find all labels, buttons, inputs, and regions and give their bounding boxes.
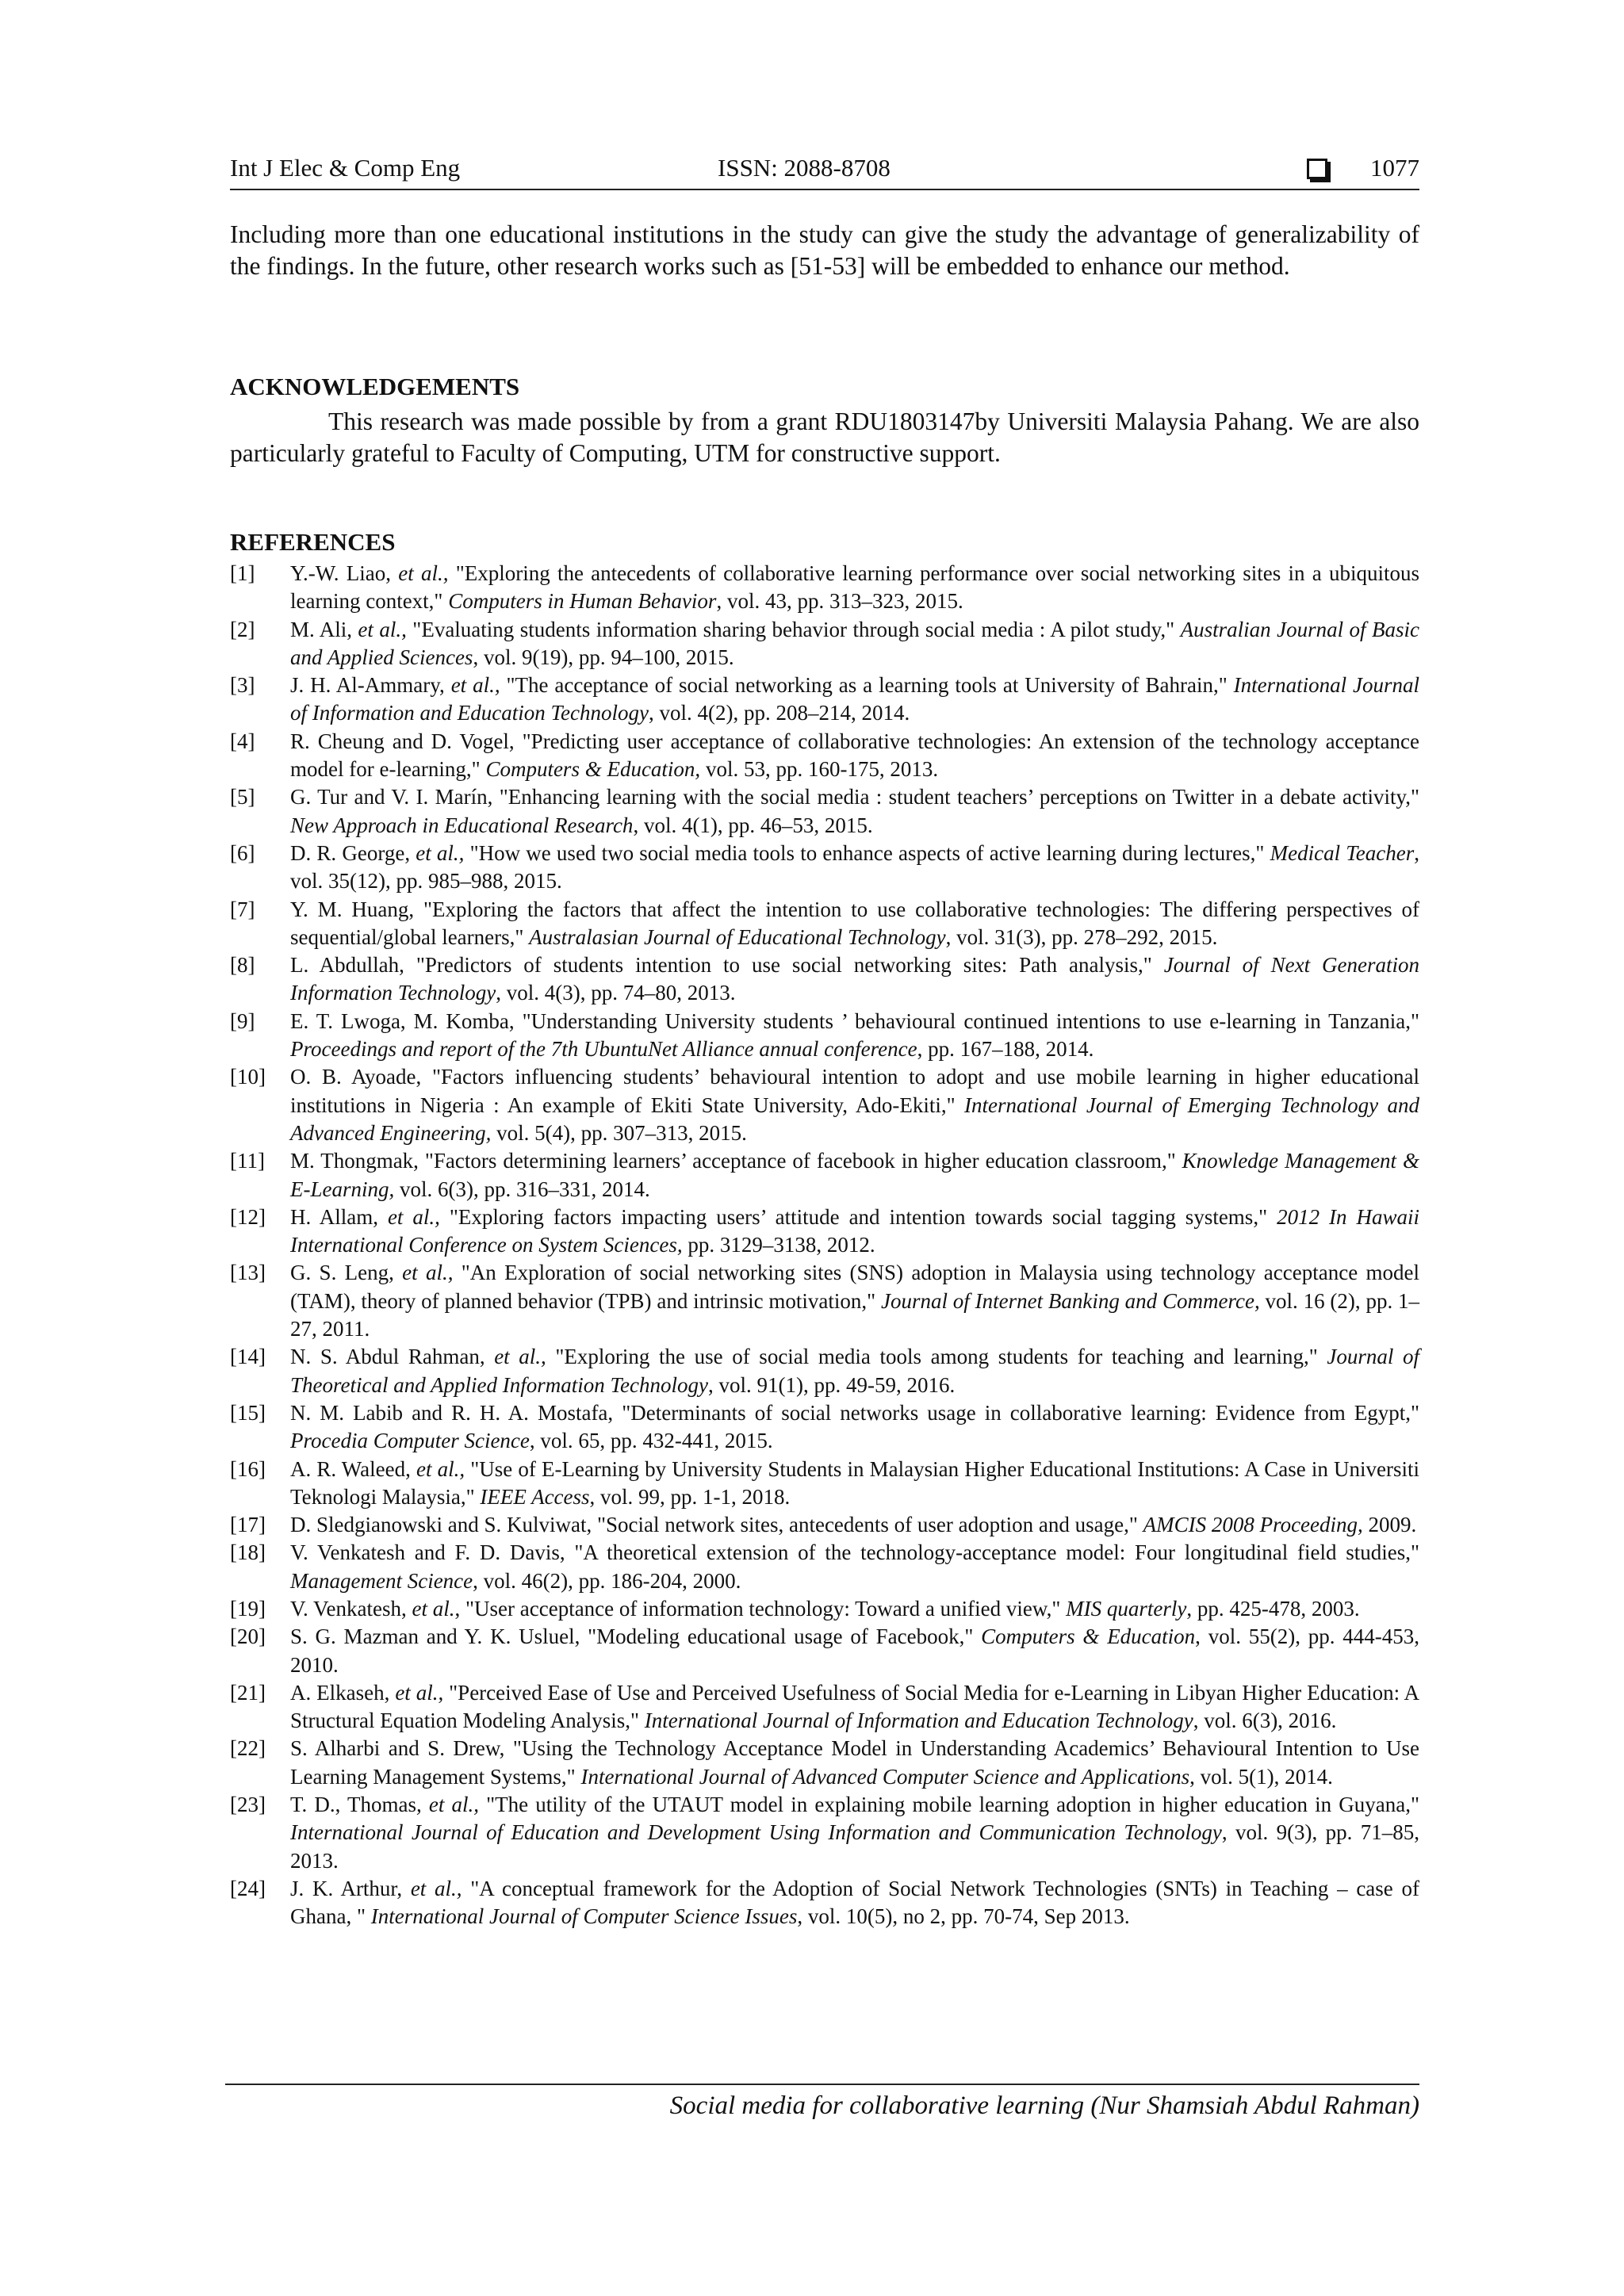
reference-title: "The acceptance of social networking as a learning tools at University of Bahrain," <box>500 673 1234 698</box>
reference-venue: Australian Journal of Basic and Applied Sciences <box>290 617 1419 669</box>
reference-number: [17] <box>230 1513 266 1537</box>
reference-authors: A. R. Waleed, <box>290 1456 416 1481</box>
reference-etal: et al., <box>494 1345 546 1369</box>
reference-title: "A conceptual framework for the Adoption of Social Network Technologies (SNTs) in Teaching – case of Ghana, " <box>290 1876 1419 1929</box>
reference-title: "Evaluating students information sharing behavior through social media : A pilot study," <box>406 617 1181 641</box>
reference-authors: T. D., Thomas <box>290 1793 416 1817</box>
reference-authors: J. H. Al-Ammary, <box>290 673 451 698</box>
reference-title: "Factors influencing students’ behavioural intention to adopt and use mobile learning in higher educational institutions in Nigeria : An example of Ekiti State University, Ado-Ekiti," <box>290 1065 1419 1117</box>
reference-authors: S. Alharbi and S. Drew, <box>290 1736 513 1761</box>
reference-authors: L. Abdullah, <box>290 953 416 978</box>
reference-title: "Predicting user acceptance of collaborative technologies: An extension of the technology acceptance model for e-learning," <box>290 729 1420 782</box>
reference-etal: et al., <box>450 673 500 698</box>
reference-venue: IEEE Access <box>480 1484 590 1509</box>
reference-number: [9] <box>230 1008 255 1033</box>
reference-venue: Proceedings and report of the 7th UbuntuNet Alliance annual conference <box>290 1037 917 1062</box>
reference-venue: International Journal of Education and Development Using Information and Communication Technology <box>290 1820 1222 1845</box>
reference-number: [11] <box>230 1149 265 1173</box>
reference-list <box>230 560 1419 1931</box>
reference-authors: S. G. Mazman and Y. K. Usluel, <box>290 1624 588 1649</box>
reference-details: , pp. 425-478, 2003. <box>1186 1596 1360 1621</box>
reference-number: [14] <box>230 1345 266 1369</box>
reference-number: [3] <box>230 673 255 698</box>
reference-title: "An Exploration of social networking sites (SNS) adoption in Malaysia using technology acceptance model (TAM), theory of planned behavior (TPB) and intrinsic motivation," <box>290 1261 1419 1313</box>
reference-venue: Computers & Education, <box>485 757 701 782</box>
reference-details: vol. 16 (2), pp. 1–27, 2011. <box>290 1288 1420 1341</box>
reference-details: , vol. 35(12), pp. 985–988, 2015. <box>290 840 1420 894</box>
reference-title: "Exploring the antecedents of collaborative learning performance over social networking sites in a ubiquitous learning context," <box>290 561 1419 614</box>
reference-authors: E. T. Lwoga, M. Komba, <box>290 1008 523 1033</box>
reference-venue: International Journal of Information and Education Technology <box>290 673 1420 725</box>
reference-details: vol. 5(4), pp. 307–313, 2015. <box>491 1120 747 1145</box>
reference-venue: AMCIS 2008 Proceeding, <box>1143 1513 1363 1537</box>
reference-item <box>230 1063 1419 1147</box>
reference-details: , vol. 55(2), pp. 444-453, 2010. <box>290 1624 1419 1677</box>
reference-item <box>230 1259 1419 1343</box>
reference-title: "Understanding University students ’ behavioural continued intentions to use e-learning in Tanzania," <box>522 1008 1419 1033</box>
reference-title: "Factors determining learners’ acceptance of facebook in higher education classroom," <box>424 1149 1182 1173</box>
reference-item <box>230 728 1419 784</box>
reference-authors: J. K. Arthur, <box>290 1876 411 1900</box>
reference-number: [22] <box>230 1736 266 1761</box>
reference-item <box>230 1008 1419 1064</box>
reference-item <box>230 1623 1419 1679</box>
reference-number: [20] <box>230 1624 266 1649</box>
reference-number: [5] <box>230 785 255 809</box>
page-number: 1077 <box>1370 154 1419 182</box>
running-footer <box>225 2084 1419 2120</box>
reference-etal: et al., <box>416 1456 465 1481</box>
reference-etal: et al., <box>398 561 449 585</box>
reference-authors: H. Allam, <box>290 1204 388 1229</box>
reference-authors: G. Tur and V. I. Marín, <box>290 785 500 809</box>
issn: ISSN: 2088-8708 <box>718 154 891 182</box>
reference-item <box>230 1399 1419 1456</box>
reference-authors: A. Elkaseh, <box>290 1680 396 1705</box>
reference-item <box>230 1791 1419 1875</box>
reference-item <box>230 1511 1419 1539</box>
reference-title: "Social network sites, antecedents of user adoption and usage," <box>596 1513 1143 1537</box>
reference-authors: M. Ali, <box>290 617 358 641</box>
running-header <box>230 154 1419 190</box>
reference-number: [2] <box>230 617 255 641</box>
reference-number: [15] <box>230 1400 266 1425</box>
checkbox-square-icon <box>1307 159 1327 179</box>
reference-number: [10] <box>230 1065 266 1089</box>
reference-item <box>230 1735 1419 1791</box>
reference-title: "Use of E-Learning by University Students in Malaysian Higher Educational Institutions: A Case in Universiti Teknologi Malaysia," <box>290 1456 1419 1509</box>
reference-number: [24] <box>230 1876 266 1900</box>
reference-authors: D. R. George, <box>290 840 416 865</box>
reference-details: , vol. 5(1), 2014. <box>1189 1764 1333 1789</box>
reference-authors: O. B. Ayoade, <box>290 1065 433 1089</box>
reference-authors: Y. M. Huang, <box>290 897 424 921</box>
reference-item <box>230 616 1419 672</box>
reference-venue: International Journal of Emerging Technology and Advanced Engineering, <box>290 1093 1419 1145</box>
reference-title: "Modeling educational usage of Facebook," <box>588 1624 982 1649</box>
reference-etal: et al., <box>358 617 407 641</box>
reference-details: , vol. 9(19), pp. 94–100, 2015. <box>473 645 734 669</box>
reference-details: , vol. 99, pp. 1-1, 2018. <box>589 1484 791 1509</box>
reference-title: "Exploring the use of social media tools among students for teaching and learning," <box>546 1345 1327 1369</box>
reference-etal: et al., <box>402 1261 454 1285</box>
reference-authors: V. Venkatesh, <box>290 1596 412 1621</box>
reference-item <box>230 1679 1419 1735</box>
reference-venue: Computers & Education <box>981 1624 1196 1649</box>
reference-item <box>230 1203 1419 1260</box>
reference-title: "Perceived Ease of Use and Perceived Usefulness of Social Media for e-Learning in Libyan Higher Education: A Structural Equation Modeling Analysis," <box>290 1680 1419 1733</box>
reference-number: [6] <box>230 840 255 865</box>
reference-details: vol. 53, pp. 160-175, 2013. <box>700 757 939 782</box>
journal-name: Int J Elec & Comp Eng <box>230 154 461 182</box>
reference-number: [21] <box>230 1680 266 1705</box>
reference-authors: N. M. Labib and R. H. A. Mostafa, <box>290 1400 622 1425</box>
reference-item <box>230 672 1419 728</box>
reference-authors: G. S. Leng, <box>290 1261 403 1285</box>
reference-details: , vol. 6(3), 2016. <box>1193 1709 1337 1733</box>
reference-item <box>230 1147 1419 1203</box>
reference-details: vol. 6(3), pp. 316–331, 2014. <box>394 1177 650 1201</box>
reference-venue: International Journal of Advanced Computer Science and Applications <box>580 1764 1190 1789</box>
reference-item <box>230 1456 1419 1512</box>
reference-details: pp. 3129–3138, 2012. <box>682 1233 875 1257</box>
reference-details: , vol. 43, pp. 313–323, 2015. <box>716 589 963 614</box>
reference-number: [23] <box>230 1793 266 1817</box>
intro-paragraph: Including more than one educational institutions in the study can give the study the advantage of generalizability of the findings. In the future, other research works such as [51-53] will be embedded to enhance our method. <box>230 220 1419 280</box>
reference-authors: D. Sledgianowski and S. Kulviwat, <box>290 1513 597 1537</box>
reference-authors: N. S. Abdul Rahman, <box>290 1345 495 1369</box>
reference-details: , vol. 4(2), pp. 208–214, 2014. <box>648 701 910 725</box>
reference-details: 2009. <box>1362 1513 1417 1537</box>
reference-title: "Enhancing learning with the social media : student teachers’ perceptions on Twitter in a debate activity," <box>499 785 1419 809</box>
reference-title: "Exploring factors impacting users’ attitude and intention towards social tagging systems," <box>439 1204 1277 1229</box>
reference-authors: R. Cheung and D. Vogel, <box>290 729 523 753</box>
reference-item <box>230 1343 1419 1399</box>
reference-title: , "User acceptance of information technology: Toward a unified view," <box>454 1596 1067 1621</box>
reference-item <box>230 1539 1419 1595</box>
reference-number: [12] <box>230 1204 266 1229</box>
reference-title: "Predictors of students intention to use social networking sites: Path analysis," <box>416 953 1164 978</box>
reference-venue: Management Science <box>290 1568 473 1593</box>
reference-venue: Procedia Computer Science <box>290 1429 530 1453</box>
reference-item <box>230 560 1419 616</box>
reference-details: , vol. 9(3), pp. 71–85, 2013. <box>290 1820 1419 1873</box>
reference-number: [19] <box>230 1596 266 1621</box>
reference-venue: Knowledge Management & E-Learning, <box>290 1149 1419 1201</box>
reference-etal: , et al., <box>416 1793 479 1817</box>
reference-title: "Using the Technology Acceptance Model in Understanding Academics’ Behavioural Intention to Use Learning Management Systems," <box>290 1736 1419 1789</box>
reference-title: "A theoretical extension of the technology-acceptance model: Four longitudinal field studies," <box>574 1540 1419 1565</box>
reference-venue: International Journal of Information and Education Technology <box>644 1709 1193 1733</box>
reference-item <box>230 840 1419 896</box>
reference-details: , vol. 65, pp. 432-441, 2015. <box>529 1429 773 1453</box>
reference-venue: New Approach in Educational Research <box>290 813 634 837</box>
reference-etal: et al., <box>416 840 465 865</box>
reference-venue: Medical Teacher <box>1270 840 1415 865</box>
reference-item <box>230 896 1419 952</box>
footer-title: Social media for collaborative learning (Nur Shamsiah Abdul Rahman) <box>669 2091 1419 2120</box>
reference-item <box>230 1875 1419 1931</box>
reference-details: , vol. 31(3), pp. 278–292, 2015. <box>945 924 1218 949</box>
reference-venue: Journal of Theoretical and Applied Information Technology <box>290 1345 1419 1397</box>
reference-venue: Australasian Journal of Educational Technology <box>529 924 946 949</box>
reference-etal: et al., <box>395 1680 444 1705</box>
reference-details: , vol. 10(5), no 2, pp. 70-74, Sep 2013. <box>797 1904 1130 1929</box>
reference-venue: Journal of Internet Banking and Commerce, <box>881 1288 1260 1313</box>
reference-venue: Computers in Human Behavior <box>448 589 717 614</box>
reference-details: , vol. 91(1), pp. 49-59, 2016. <box>707 1372 956 1397</box>
reference-venue: International Journal of Computer Science Issues <box>370 1904 798 1929</box>
reference-details: , pp. 167–188, 2014. <box>917 1037 1094 1062</box>
reference-title: "Determinants of social networks usage in collaborative learning: Evidence from Egypt," <box>622 1400 1419 1425</box>
references-heading: REFERENCES <box>230 528 396 556</box>
acknowledgements-heading: ACKNOWLEDGEMENTS <box>230 373 520 400</box>
reference-etal: et al., <box>410 1876 462 1900</box>
acknowledgements-text: This research was made possible by from a grant RDU1803147by Universiti Malaysia Pahang. We are also particularly grateful to Faculty of Computing, UTM for constructive support. <box>230 408 1419 467</box>
reference-title: "Exploring the factors that affect the intention to use collaborative technologies: The differing perspectives of sequential/global learners," <box>290 897 1419 949</box>
reference-authors: Y.-W. Liao, <box>290 561 399 585</box>
reference-authors: V. Venkatesh and F. D. Davis, <box>290 1540 575 1565</box>
reference-number: [18] <box>230 1540 266 1565</box>
reference-title: "How we used two social media tools to enhance aspects of active learning during lectures," <box>464 840 1270 865</box>
reference-details: , vol. 4(3), pp. 74–80, 2013. <box>496 981 736 1005</box>
reference-number: [13] <box>230 1261 266 1285</box>
reference-item <box>230 951 1419 1008</box>
reference-venue: 2012 In Hawaii International Conference on System Sciences, <box>290 1204 1419 1257</box>
reference-etal: et al. <box>412 1596 455 1621</box>
reference-number: [4] <box>230 729 255 753</box>
reference-etal: et al., <box>387 1204 440 1229</box>
reference-title: "The utility of the UTAUT model in explaining mobile learning adoption in higher education in Guyana," <box>479 1793 1419 1817</box>
reference-venue: MIS quarterly <box>1066 1596 1187 1621</box>
reference-details: , vol. 46(2), pp. 186-204, 2000. <box>473 1568 741 1593</box>
reference-item <box>230 783 1419 840</box>
reference-details: , vol. 4(1), pp. 46–53, 2015. <box>633 813 873 837</box>
reference-item <box>230 1595 1419 1623</box>
reference-number: [8] <box>230 953 255 978</box>
reference-number: [1] <box>230 561 255 585</box>
reference-authors: M. Thongmak, <box>290 1149 425 1173</box>
reference-number: [16] <box>230 1456 266 1481</box>
reference-venue: Journal of Next Generation Information Technology <box>290 953 1419 1005</box>
reference-number: [7] <box>230 897 255 921</box>
